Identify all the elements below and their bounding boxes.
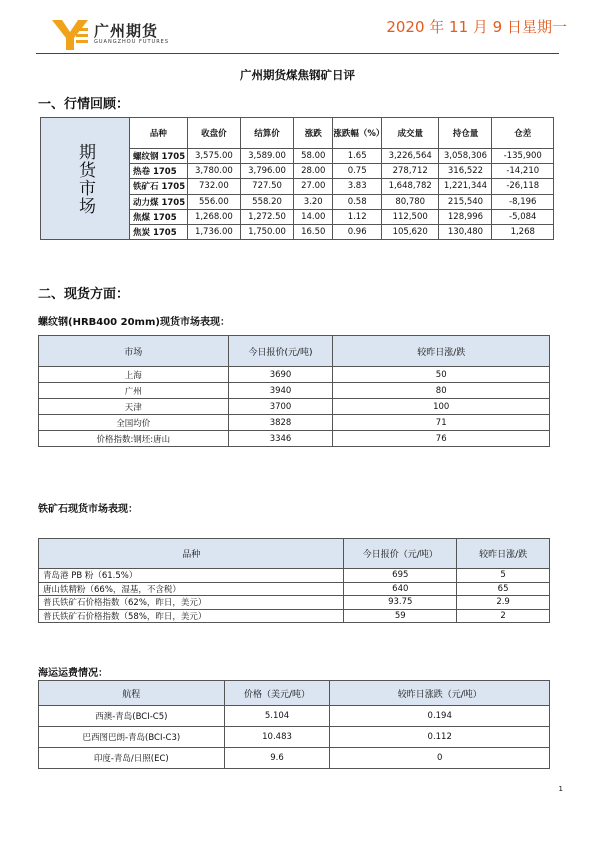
iron-col-header: 今日报价（元/吨） <box>344 539 457 569</box>
table-cell: 732.00 <box>187 179 240 194</box>
report-date: 2020 年 11 月 9 日星期一 <box>386 18 567 36</box>
table-cell: 80 <box>333 383 550 399</box>
table-cell: 9.6 <box>224 748 330 769</box>
table-cell: 556.00 <box>187 194 240 209</box>
table-cell: 1,268.00 <box>187 209 240 224</box>
header-divider <box>36 53 559 54</box>
futures-col-header: 品种 <box>130 118 188 149</box>
table-cell: 1,221,344 <box>439 179 492 194</box>
futures-col-header: 结算价 <box>240 118 293 149</box>
table-cell: 0.96 <box>333 224 382 239</box>
table-cell: 215,540 <box>439 194 492 209</box>
table-row <box>39 367 550 383</box>
table-cell: 93.75 <box>344 596 457 610</box>
table-cell: 广州 <box>39 383 229 399</box>
table-cell: 0.194 <box>330 706 550 727</box>
table-cell: 65 <box>457 582 550 596</box>
table-cell: 80,780 <box>381 194 439 209</box>
table-cell: 14.00 <box>294 209 333 224</box>
futures-col-header: 涨跌 <box>294 118 333 149</box>
futures-col-header: 仓差 <box>492 118 554 149</box>
table-cell: 3,575.00 <box>187 149 240 164</box>
table-row <box>39 596 550 610</box>
table-row <box>39 431 550 447</box>
table-row <box>39 569 550 583</box>
rebar-col-header: 较昨日涨/跌 <box>333 336 550 367</box>
table-cell: 0.112 <box>330 727 550 748</box>
rebar-col-header: 今日报价(元/吨) <box>228 336 333 367</box>
table-row <box>39 706 550 727</box>
table-cell: 天津 <box>39 399 229 415</box>
table-row <box>39 399 550 415</box>
table-cell: 西澳-青岛(BCI-C5) <box>39 706 225 727</box>
iron-ore-spot-heading: 铁矿石现货市场表现： <box>38 504 138 515</box>
table-cell: 1,272.50 <box>240 209 293 224</box>
futures-col-header: 成交量 <box>381 118 439 149</box>
table-cell: 59 <box>344 609 457 623</box>
section-heading-spot: 二、现货方面： <box>38 287 130 302</box>
table-cell: 巴西图巴朗-青岛(BCI-C3) <box>39 727 225 748</box>
table-cell: 3,058,306 <box>439 149 492 164</box>
rebar-col-header: 市场 <box>39 336 229 367</box>
table-cell: 3690 <box>228 367 333 383</box>
table-row <box>39 415 550 431</box>
table-cell: 558.20 <box>240 194 293 209</box>
table-cell: 71 <box>333 415 550 431</box>
table-cell: 76 <box>333 431 550 447</box>
table-cell: 普氏铁矿石价格指数（58%，昨日，美元） <box>39 609 344 623</box>
futures-col-header: 收盘价 <box>187 118 240 149</box>
table-cell: 3.83 <box>333 179 382 194</box>
table-cell: 27.00 <box>294 179 333 194</box>
table-cell: -5,084 <box>492 209 554 224</box>
table-cell: 316,522 <box>439 164 492 179</box>
table-cell: 3828 <box>228 415 333 431</box>
iron-header-row <box>39 539 550 569</box>
freight-col-header: 价格（美元/吨） <box>224 681 330 706</box>
table-cell: -135,900 <box>492 149 554 164</box>
section-heading-market-review: 一、行情回顾： <box>38 97 130 112</box>
table-cell: 1,648,782 <box>381 179 439 194</box>
table-cell: 695 <box>344 569 457 583</box>
logo-text-en: GUANGZHOU FUTURES <box>94 39 169 45</box>
table-cell: 100 <box>333 399 550 415</box>
rebar-spot-heading: 螺纹钢(HRB400 20mm)现货市场表现： <box>38 317 230 328</box>
iron-col-header: 较昨日涨/跌 <box>457 539 550 569</box>
table-row <box>39 582 550 596</box>
table-cell: 螺纹钢 1705 <box>130 149 188 164</box>
table-cell: 2 <box>457 609 550 623</box>
table-cell: 3,589.00 <box>240 149 293 164</box>
freight-col-header: 航程 <box>39 681 225 706</box>
freight-heading: 海运运费情况： <box>38 668 108 679</box>
futures-col-header: 持仓量 <box>439 118 492 149</box>
table-cell: 28.00 <box>294 164 333 179</box>
futures-header-row <box>41 118 554 149</box>
table-cell: 青岛港 PB 粉（61.5%） <box>39 569 344 583</box>
table-cell: 3700 <box>228 399 333 415</box>
table-cell: 3,226,564 <box>381 149 439 164</box>
document-title: 广州期货煤焦钢矿日评 <box>240 68 355 82</box>
table-cell: -8,196 <box>492 194 554 209</box>
table-cell: 1.65 <box>333 149 382 164</box>
table-cell: 16.50 <box>294 224 333 239</box>
table-cell: 10.483 <box>224 727 330 748</box>
table-cell: 112,500 <box>381 209 439 224</box>
iron-ore-spot-table <box>38 538 550 623</box>
freight-table <box>38 680 550 769</box>
table-cell: 1.12 <box>333 209 382 224</box>
table-cell: 普氏铁矿石价格指数（62%，昨日，美元） <box>39 596 344 610</box>
futures-table <box>40 117 554 240</box>
table-cell: 上海 <box>39 367 229 383</box>
table-cell: 焦炭 1705 <box>130 224 188 239</box>
table-cell: 0 <box>330 748 550 769</box>
table-cell: 3,780.00 <box>187 164 240 179</box>
table-cell: 焦煤 1705 <box>130 209 188 224</box>
iron-col-header: 品种 <box>39 539 344 569</box>
table-cell: 全国均价 <box>39 415 229 431</box>
table-cell: 热卷 1705 <box>130 164 188 179</box>
table-cell: 3346 <box>228 431 333 447</box>
table-cell: -26,118 <box>492 179 554 194</box>
table-cell: 3940 <box>228 383 333 399</box>
table-cell: 1,750.00 <box>240 224 293 239</box>
table-cell: 0.58 <box>333 194 382 209</box>
table-cell: 0.75 <box>333 164 382 179</box>
table-cell: 640 <box>344 582 457 596</box>
futures-side-label: 期货市场 <box>41 118 130 240</box>
table-row <box>39 748 550 769</box>
table-cell: 1,268 <box>492 224 554 239</box>
table-row <box>39 727 550 748</box>
company-logo <box>52 18 192 52</box>
table-cell: 5.104 <box>224 706 330 727</box>
table-cell: 价格指数:钢坯:唐山 <box>39 431 229 447</box>
table-cell: 50 <box>333 367 550 383</box>
table-cell: 105,620 <box>381 224 439 239</box>
table-cell: 2.9 <box>457 596 550 610</box>
table-cell: 铁矿石 1705 <box>130 179 188 194</box>
rebar-spot-table <box>38 335 550 447</box>
logo-mark-icon <box>52 18 88 50</box>
freight-header-row <box>39 681 550 706</box>
table-row <box>39 609 550 623</box>
table-cell: -14,210 <box>492 164 554 179</box>
table-cell: 印度-青岛/日照(EC) <box>39 748 225 769</box>
logo-text-cn: 广州期货 <box>94 22 159 40</box>
page-number: 1 <box>558 785 563 793</box>
futures-col-header: 涨跌幅（%） <box>333 118 382 149</box>
table-cell: 3,796.00 <box>240 164 293 179</box>
table-cell: 5 <box>457 569 550 583</box>
table-cell: 3.20 <box>294 194 333 209</box>
table-cell: 1,736.00 <box>187 224 240 239</box>
table-cell: 727.50 <box>240 179 293 194</box>
table-cell: 278,712 <box>381 164 439 179</box>
table-cell: 130,480 <box>439 224 492 239</box>
table-cell: 唐山铁精粉（66%，湿基，不含税） <box>39 582 344 596</box>
table-cell: 58.00 <box>294 149 333 164</box>
table-cell: 128,996 <box>439 209 492 224</box>
freight-col-header: 较昨日涨跌（元/吨） <box>330 681 550 706</box>
table-row <box>39 383 550 399</box>
rebar-header-row <box>39 336 550 367</box>
table-cell: 动力煤 1705 <box>130 194 188 209</box>
